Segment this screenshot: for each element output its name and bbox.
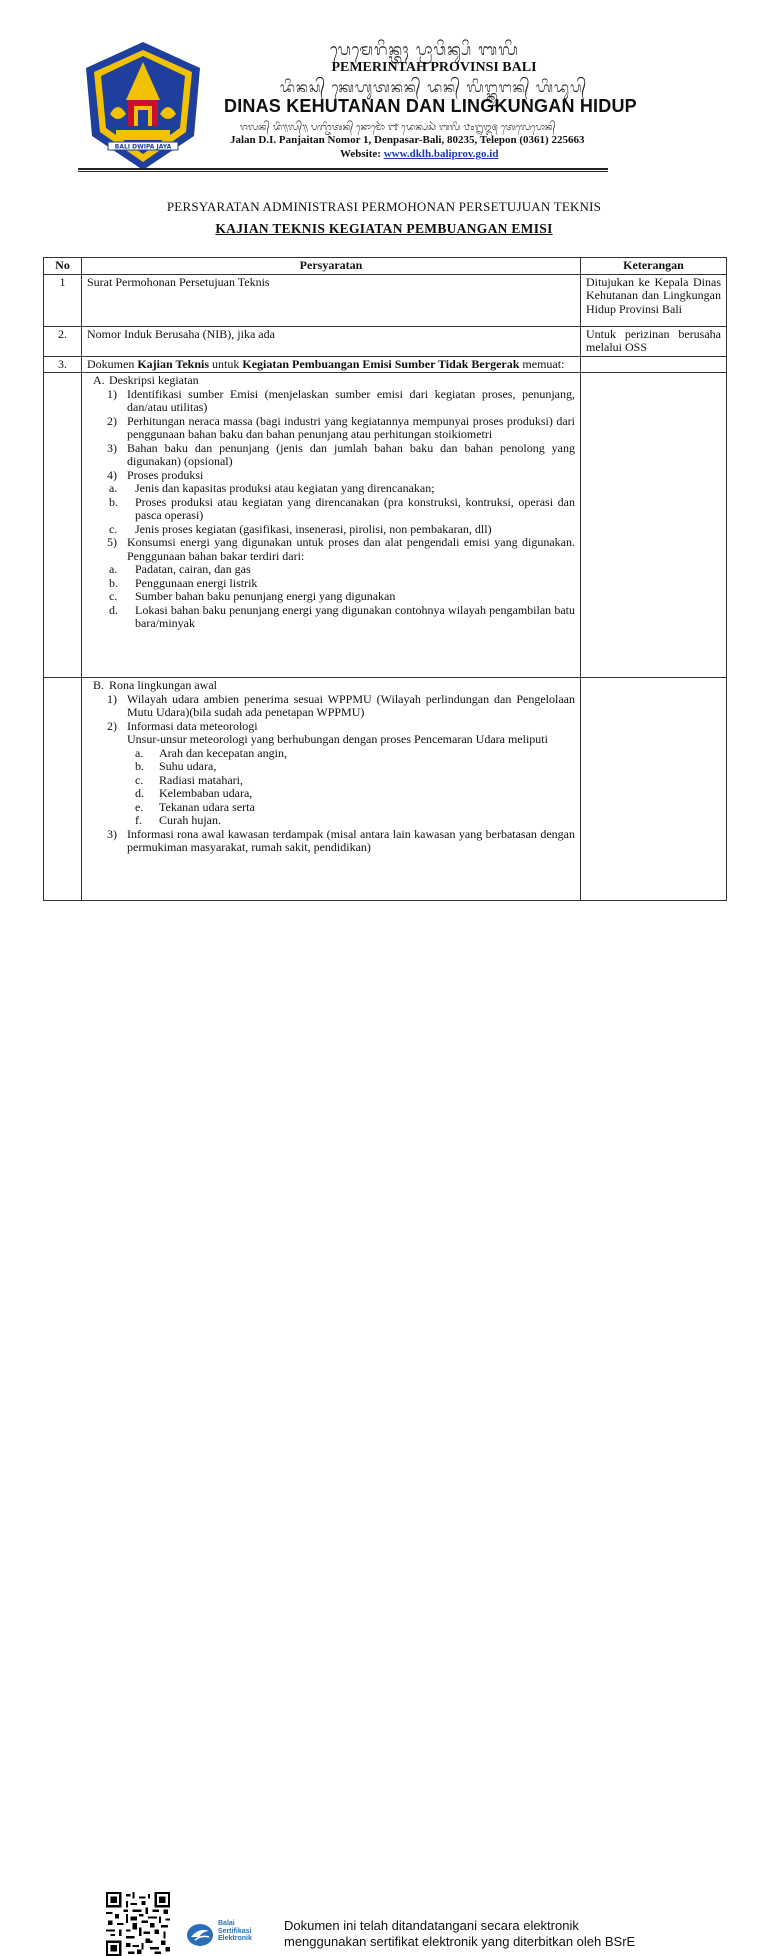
agency-website (340, 148, 498, 160)
section-b-cell (82, 678, 581, 901)
list-marker: B. (93, 678, 105, 692)
list-item (87, 523, 575, 537)
list-item (87, 388, 575, 415)
item-text: Sumber bahan baku penunjang energi yang digunakan (135, 589, 396, 603)
bsre-text-line: Balai (218, 1920, 235, 1927)
item-text: Lokasi bahan baku penunjang energi yang digunakan contohnya wilayah pengambilan batu bara/minyak (135, 602, 575, 630)
item-text: Proses produksi (127, 467, 204, 482)
list-marker: d. (109, 602, 118, 617)
table-row (44, 274, 727, 326)
agency-name: DINAS KEHUTANAN DAN LINGKUNGAN HIDUP (224, 96, 637, 116)
item-text: Jenis proses kegiatan (gasifikasi, insenerasi, pirolisi, non pembakaran, dll) (135, 521, 492, 536)
section-a-list (87, 388, 575, 483)
list-marker: a. (109, 481, 118, 495)
req-text: memuat: (519, 356, 565, 371)
document-subtitle: KAJIAN TEKNIS KEGIATAN PEMBUANGAN EMISI (215, 221, 553, 236)
list-item (87, 801, 575, 815)
section-b-list-cont (87, 828, 575, 855)
item-text: Arah dan kecepatan angin, (159, 745, 287, 760)
government-name: PEMERINTAH PROVINSI BALI (331, 60, 537, 75)
list-marker: c. (109, 589, 118, 603)
item-text: Jenis dan kapasitas produksi atau kegiatan yang direncanakan; (135, 481, 435, 495)
list-marker: 4) (107, 467, 117, 482)
list-marker: b. (109, 494, 118, 509)
energy-sub-list (87, 563, 575, 631)
signature-footer (0, 940, 768, 1949)
item-text: Informasi rona awal kawasan terdampak (misal antara lain kawasan yang berbatasan dengan permukiman masyarakat, rumah sakit, pendidikan) (127, 826, 575, 854)
section-title: Rona lingkungan awal (109, 678, 217, 692)
item-description: Unsur-unsur meteorologi yang berhubungan dengan proses Pencemaran Udara meliputi (127, 732, 548, 746)
list-item (87, 415, 575, 442)
list-item (87, 693, 575, 720)
item-text: Radiasi matahari, (159, 772, 243, 787)
list-item (87, 720, 575, 747)
req-bold-text: Kegiatan Pembuangan Emisi Sumber Tidak Bergerak (242, 356, 520, 371)
aksara-bali-line-3: ᬚᬮᬦ᭄ ᬤᬶ᭟ᬮ᭄᭟ ᬧᬜ᭄ᬚᬶᬢᬦ᭄ ᬦᭀᬫᭀᬃ ᭑ ᬤᬾᬦ᭄ᬧᬲᬃ ᬩᬮᬶ ᭘᭐᭒᭓᭕ ᬢᬾᬮᬾᬧᭀᬦ᭄ (240, 123, 556, 133)
list-marker: b. (109, 575, 118, 590)
list-item (87, 774, 575, 788)
e-signature-notice (284, 1918, 635, 1950)
row-number: 3. (44, 356, 82, 373)
empty-cell (44, 373, 82, 678)
qr-code-icon (106, 1892, 170, 1956)
list-item (87, 787, 575, 801)
list-marker: b. (135, 759, 144, 773)
section-a-cell (82, 373, 581, 678)
list-item (87, 814, 575, 828)
list-marker: e. (135, 799, 144, 814)
row-note: Untuk perizinan berusaha melalui OSS (581, 326, 727, 356)
list-marker: 2) (107, 413, 117, 428)
item-text: Identifikasi sumber Emisi (menjelaskan sumber emisi dari kegiatan proses, penunjang, dan/atau utilitas) (127, 386, 575, 414)
item-text: Curah hujan. (159, 813, 221, 827)
document-title: PERSYARATAN ADMINISTRASI PERMOHONAN PERSETUJUAN TEKNIS (166, 199, 602, 214)
bsre-logo-text (218, 1920, 252, 1943)
row-number: 2. (44, 326, 82, 356)
item-text: Informasi data meteorologi (127, 718, 258, 733)
list-marker: a. (135, 745, 144, 760)
table-header-row (44, 258, 727, 275)
list-item (87, 563, 575, 577)
meteorology-sub-list (87, 747, 575, 828)
production-sub-list (87, 482, 575, 536)
section-b-heading (87, 679, 575, 693)
list-marker: 3) (107, 440, 117, 455)
item-text: Konsumsi energi yang digunakan untuk proses dan alat pengendali emisi yang digunakan. Penggunaan bahan bakar terdiri dari: (127, 535, 575, 563)
table-row (44, 356, 727, 373)
req-bold-text: Kajian Teknis (137, 356, 210, 371)
bsre-text-line: Elektronik (218, 1935, 252, 1942)
item-text: Tekanan udara serta (159, 799, 255, 814)
list-marker: c. (135, 772, 144, 787)
bsre-text-line: Sertifikasi (218, 1927, 252, 1935)
empty-cell (581, 678, 727, 901)
bsre-logo-icon (186, 1922, 216, 1948)
col-header-note: Keterangan (581, 258, 727, 275)
list-marker: d. (135, 786, 144, 800)
aksara-bali-line-2: ᬤᬶᬦᬲ᭄ ᬓᬾᬳᬸᬢᬦᬦ᭄ ᬤᬦ᭄ ᬮᬶᬗ᭄ᬓᬸᬗᬦ᭄ ᬳᬶᬤᬸᬧ᭄ (280, 80, 588, 96)
list-item (87, 482, 575, 496)
signature-line-2: menggunakan sertifikat elektronik yang diterbitkan oleh BSrE (284, 1934, 636, 1949)
list-item (87, 747, 575, 761)
website-label: Website: (340, 148, 381, 160)
item-text: Perhitungan neraca massa (bagi industri yang kegiatannya mempunyai proses produksi) dari penggunaan bahan baku dan bahan penunjang atau perhitungan stoikiometri (127, 413, 575, 441)
requirements-table (43, 257, 727, 901)
section-b-list (87, 693, 575, 747)
item-text: Wilayah udara ambien penerima sesuai WPPMU (Wilayah perlindungan dan Pengelolaan Mutu Udara)(bila sudah ada penetapan WPPMU) (127, 691, 575, 719)
list-item (87, 828, 575, 855)
list-marker: a. (109, 562, 118, 576)
req-text: Dokumen (87, 356, 138, 371)
item-text: Suhu udara, (159, 759, 217, 773)
req-text: untuk (209, 356, 243, 371)
list-item (87, 469, 575, 483)
row-requirement (82, 356, 581, 373)
list-item (87, 760, 575, 774)
list-item (87, 496, 575, 523)
col-header-requirement: Persyaratan (82, 258, 581, 275)
list-item (87, 536, 575, 563)
section-title: Deskripsi kegiatan (109, 373, 199, 387)
row-number: 1 (44, 274, 82, 326)
list-marker: 3) (107, 826, 117, 841)
svg-text:BALI DWIPA JAYA: BALI DWIPA JAYA (114, 143, 172, 151)
list-marker: f. (135, 813, 142, 827)
signature-line-1: Dokumen ini telah ditandatangani secara elektronik (284, 1918, 579, 1933)
col-header-no: No (44, 258, 82, 275)
list-marker: 1) (107, 386, 117, 401)
item-text: Kelembaban udara, (159, 786, 253, 800)
list-marker: c. (109, 521, 118, 536)
row-note: Ditujukan ke Kepala Dinas Kehutanan dan Lingkungan Hidup Provinsi Bali (581, 274, 727, 326)
row-requirement: Nomor Induk Berusaha (NIB), jika ada (82, 326, 581, 356)
table-row-section-b (44, 678, 727, 901)
empty-cell (581, 373, 727, 678)
aksara-bali-line-1: ᬧᬾᬫᬾᬭᬶᬦ᭄ᬢᬄ ᬧ᭄ᬭᬵᬯᬶᬦ᭄ᬲᬶ ᬩᬮᬶ (330, 40, 519, 59)
header-rule-thick (78, 168, 608, 170)
empty-cell (44, 678, 82, 901)
table-row (44, 326, 727, 356)
row-requirement: Surat Permohonan Persetujuan Teknis (82, 274, 581, 326)
table-row-section-a (44, 373, 727, 678)
letterhead (0, 0, 768, 170)
list-marker: 2) (107, 718, 117, 733)
row-note (581, 356, 727, 373)
website-link[interactable]: www.dklh.baliprov.go.id (383, 148, 499, 160)
list-marker: 1) (107, 691, 117, 706)
list-item (87, 604, 575, 631)
list-item (87, 442, 575, 469)
list-item (87, 590, 575, 604)
header-rule-thin (78, 171, 608, 172)
section-a-heading (87, 374, 575, 388)
item-text: Proses produksi atau kegiatan yang direncanakan (pra konstruksi, kontruksi, operasi dan pasca operasi) (135, 494, 575, 522)
item-text: Padatan, cairan, dan gas (135, 562, 251, 576)
agency-address: Jalan D.I. Panjaitan Nomor 1, Denpasar-Bali, 80235, Telepon (0361) 225663 (230, 134, 585, 146)
item-text: Bahan baku dan penunjang (jenis dan jumlah bahan baku dan bahan penolong yang digunakan) (opsional) (127, 440, 575, 468)
section-a-list-cont (87, 536, 575, 563)
list-marker: A. (93, 373, 105, 387)
item-text: Penggunaan energi listrik (135, 575, 258, 590)
list-marker: 5) (107, 535, 117, 549)
list-item (87, 577, 575, 591)
